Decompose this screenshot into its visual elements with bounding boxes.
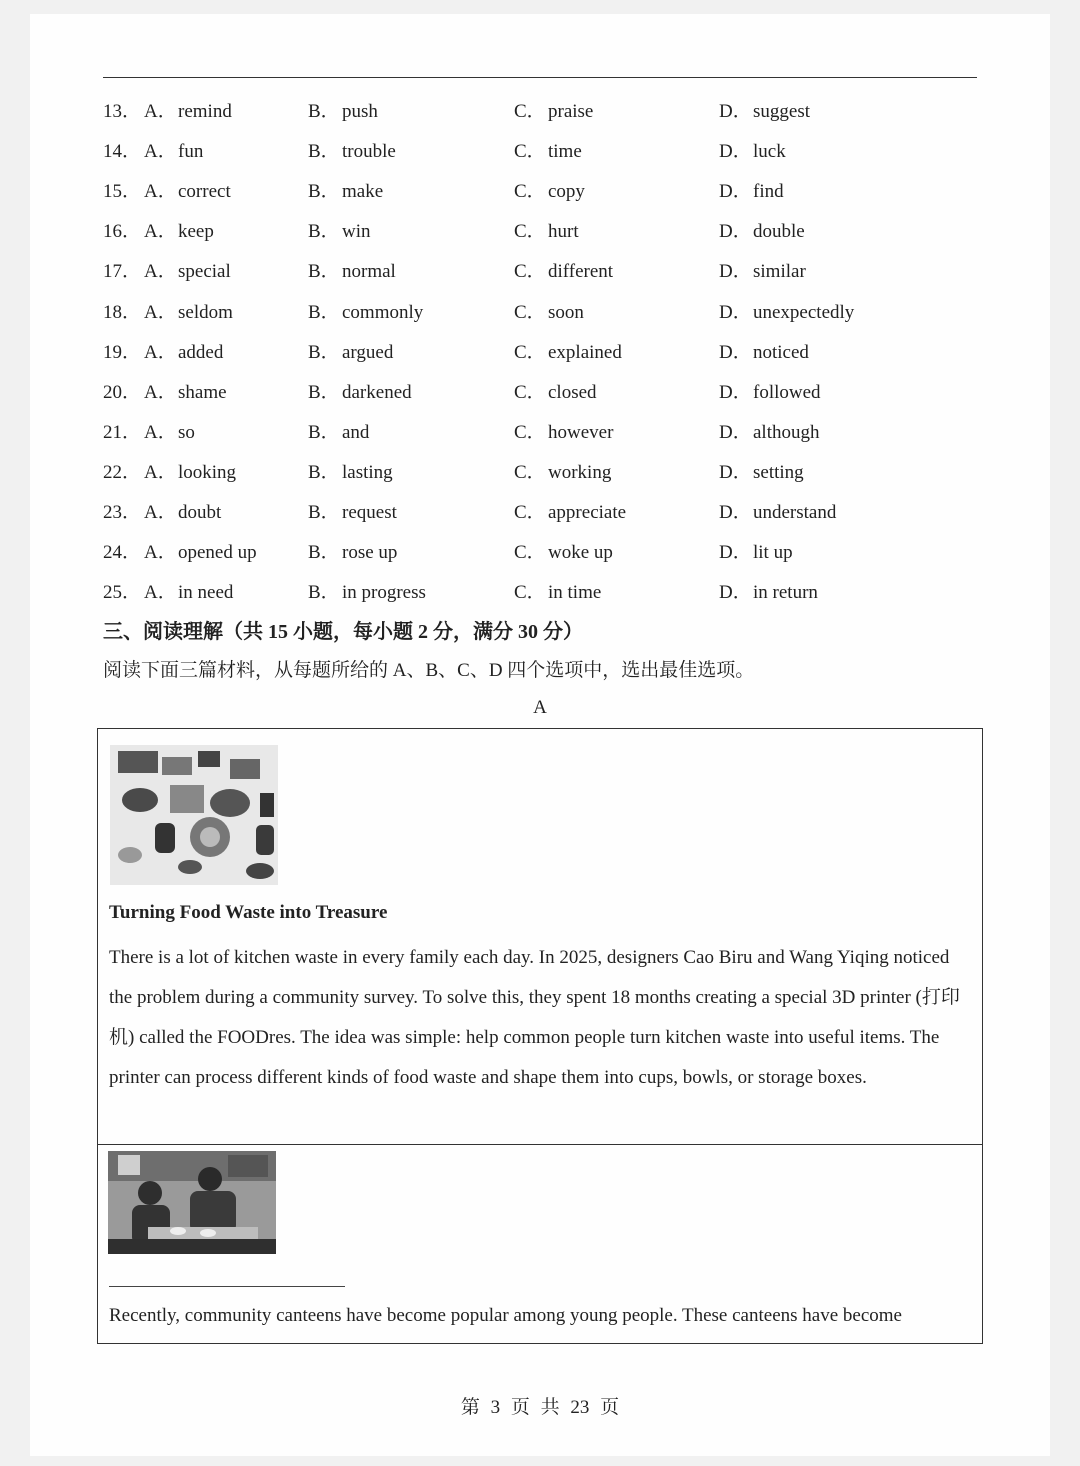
option-b bbox=[308, 417, 369, 444]
option-letter: A． bbox=[144, 381, 177, 403]
question-number: 23． bbox=[103, 502, 142, 523]
option-b bbox=[308, 577, 426, 604]
question-number: 18． bbox=[103, 301, 142, 323]
question-row bbox=[103, 337, 983, 367]
option-letter: A． bbox=[144, 181, 177, 203]
option-b bbox=[308, 297, 423, 324]
option-letter: C． bbox=[514, 381, 546, 403]
option-c bbox=[514, 337, 622, 364]
option-letter: B． bbox=[308, 141, 340, 163]
option-c bbox=[514, 256, 613, 283]
option-c bbox=[514, 497, 626, 524]
title-blank-line bbox=[109, 1286, 345, 1287]
option-c bbox=[514, 417, 613, 444]
option-letter: A． bbox=[144, 341, 177, 363]
option-letter: C． bbox=[514, 141, 546, 163]
question-number: 16． bbox=[103, 221, 142, 243]
option-text: find bbox=[753, 181, 784, 203]
option-letter: A． bbox=[144, 221, 177, 243]
option-d bbox=[719, 96, 810, 123]
option-text: correct bbox=[178, 181, 231, 203]
option-text: luck bbox=[753, 141, 786, 163]
option-letter: D． bbox=[719, 582, 752, 604]
option-a bbox=[144, 96, 232, 123]
option-text: keep bbox=[178, 221, 214, 243]
option-letter: D． bbox=[719, 221, 752, 243]
option-letter: C． bbox=[514, 341, 546, 363]
option-b bbox=[308, 497, 397, 524]
article-box-2 bbox=[97, 1143, 983, 1344]
question-number: 14． bbox=[103, 141, 142, 163]
option-d bbox=[719, 136, 786, 163]
option-text: praise bbox=[548, 101, 594, 122]
option-text: understand bbox=[753, 502, 837, 523]
option-text: closed bbox=[548, 381, 597, 403]
option-b bbox=[308, 377, 412, 404]
question-number: 21． bbox=[103, 421, 142, 443]
option-letter: A． bbox=[144, 301, 177, 323]
option-text: time bbox=[548, 141, 582, 163]
question-number: 25． bbox=[103, 582, 142, 604]
option-letter: B． bbox=[308, 381, 340, 403]
option-text: hurt bbox=[548, 221, 579, 243]
option-letter: D． bbox=[719, 502, 752, 523]
option-a bbox=[144, 497, 221, 524]
article-paragraph: Recently, community canteens have become popular among young people. These canteens have become bbox=[109, 1305, 902, 1326]
option-letter: D． bbox=[719, 542, 752, 564]
option-d bbox=[719, 256, 806, 283]
option-b bbox=[308, 457, 393, 484]
option-d bbox=[719, 577, 818, 604]
option-text: different bbox=[548, 261, 614, 283]
option-b bbox=[308, 96, 378, 123]
question-row bbox=[103, 96, 983, 126]
option-text: similar bbox=[753, 261, 806, 283]
food-waste-products-image bbox=[110, 745, 278, 885]
option-d bbox=[719, 377, 821, 404]
option-c bbox=[514, 136, 582, 163]
option-a bbox=[144, 176, 231, 203]
option-d bbox=[719, 176, 784, 203]
option-letter: A． bbox=[144, 261, 177, 283]
article-title: Turning Food Waste into Treasure bbox=[109, 902, 388, 923]
page-footer: 第 3 页 共 23 页 bbox=[460, 1397, 620, 1418]
option-text: soon bbox=[548, 301, 584, 323]
option-text: and bbox=[342, 421, 370, 443]
option-b bbox=[308, 136, 396, 163]
option-text: lit up bbox=[753, 542, 793, 564]
question-row bbox=[103, 497, 983, 527]
option-text: lasting bbox=[342, 461, 393, 483]
option-a bbox=[144, 417, 195, 444]
option-letter: C． bbox=[514, 502, 546, 523]
question-number: 20． bbox=[103, 381, 142, 403]
option-text: request bbox=[342, 502, 397, 523]
option-letter: B． bbox=[308, 341, 340, 363]
option-text: so bbox=[178, 421, 195, 443]
option-text: although bbox=[753, 421, 820, 443]
option-c bbox=[514, 537, 613, 564]
option-d bbox=[719, 537, 793, 564]
option-letter: A． bbox=[144, 421, 177, 443]
question-row bbox=[103, 256, 983, 286]
option-a bbox=[144, 337, 223, 364]
option-letter: D． bbox=[719, 381, 752, 403]
option-letter: B． bbox=[308, 181, 340, 203]
question-number: 24． bbox=[103, 542, 142, 564]
option-letter: D． bbox=[719, 341, 752, 363]
option-b bbox=[308, 537, 397, 564]
section-instruction: 阅读下面三篇材料，从每题所给的 A、B、C、D 四个选项中，选出最佳选项。 bbox=[103, 660, 755, 681]
question-row bbox=[103, 417, 983, 447]
option-letter: C． bbox=[514, 542, 546, 564]
option-letter: C． bbox=[514, 221, 546, 243]
option-letter: C． bbox=[514, 582, 546, 604]
option-letter: D． bbox=[719, 301, 752, 323]
option-letter: B． bbox=[308, 502, 340, 523]
option-letter: D． bbox=[719, 141, 752, 163]
option-c bbox=[514, 457, 611, 484]
option-d bbox=[719, 497, 836, 524]
option-text: however bbox=[548, 421, 614, 443]
question-row bbox=[103, 136, 983, 166]
option-text: fun bbox=[178, 141, 204, 163]
question-number: 22． bbox=[103, 461, 142, 483]
option-d bbox=[719, 417, 820, 444]
option-letter: B． bbox=[308, 461, 340, 483]
option-c bbox=[514, 297, 584, 324]
option-text: commonly bbox=[342, 301, 424, 323]
option-text: doubt bbox=[178, 502, 222, 523]
option-letter: A． bbox=[144, 542, 177, 564]
option-letter: C． bbox=[514, 301, 546, 323]
option-text: double bbox=[753, 221, 805, 243]
option-text: in return bbox=[753, 582, 818, 604]
option-letter: B． bbox=[308, 301, 340, 323]
question-row bbox=[103, 577, 983, 607]
header-rule bbox=[103, 77, 977, 78]
option-letter: A． bbox=[144, 141, 177, 163]
option-b bbox=[308, 256, 396, 283]
option-text: win bbox=[342, 221, 371, 243]
option-letter: D． bbox=[719, 101, 752, 122]
option-letter: C． bbox=[514, 261, 546, 283]
question-number: 13． bbox=[103, 101, 142, 122]
option-text: push bbox=[342, 101, 378, 122]
option-text: opened up bbox=[178, 542, 257, 564]
passage-label: A bbox=[533, 697, 547, 718]
option-text: setting bbox=[753, 461, 804, 483]
exam-page bbox=[30, 14, 1050, 1456]
option-a bbox=[144, 256, 231, 283]
option-text: make bbox=[342, 181, 384, 203]
option-text: followed bbox=[753, 381, 821, 403]
option-text: looking bbox=[178, 461, 237, 483]
option-d bbox=[719, 297, 854, 324]
option-letter: B． bbox=[308, 542, 340, 564]
option-d bbox=[719, 216, 805, 243]
option-b bbox=[308, 216, 371, 243]
option-text: added bbox=[178, 341, 224, 363]
option-c bbox=[514, 176, 585, 203]
question-row bbox=[103, 537, 983, 567]
option-c bbox=[514, 377, 597, 404]
option-text: special bbox=[178, 261, 231, 283]
option-letter: B． bbox=[308, 101, 340, 122]
option-letter: B． bbox=[308, 261, 340, 283]
option-text: seldom bbox=[178, 301, 233, 323]
option-a bbox=[144, 136, 203, 163]
option-text: explained bbox=[548, 341, 622, 363]
option-text: noticed bbox=[753, 341, 809, 363]
option-text: normal bbox=[342, 261, 396, 283]
option-a bbox=[144, 537, 257, 564]
option-c bbox=[514, 216, 579, 243]
option-c bbox=[514, 96, 593, 123]
community-canteen-image bbox=[108, 1151, 276, 1254]
option-letter: A． bbox=[144, 582, 177, 604]
question-number: 17． bbox=[103, 261, 142, 283]
question-row bbox=[103, 216, 983, 246]
option-text: unexpectedly bbox=[753, 301, 855, 323]
option-letter: A． bbox=[144, 101, 177, 122]
question-number: 19． bbox=[103, 341, 142, 363]
option-letter: D． bbox=[719, 181, 752, 203]
option-letter: D． bbox=[719, 421, 752, 443]
option-letter: B． bbox=[308, 421, 340, 443]
option-b bbox=[308, 337, 393, 364]
option-letter: B． bbox=[308, 221, 340, 243]
option-letter: D． bbox=[719, 261, 752, 283]
section-title: 三、阅读理解（共 15 小题，每小题 2 分，满分 30 分） bbox=[103, 621, 583, 643]
question-row bbox=[103, 176, 983, 206]
option-a bbox=[144, 377, 227, 404]
option-text: suggest bbox=[753, 101, 810, 122]
option-text: rose up bbox=[342, 542, 398, 564]
option-text: copy bbox=[548, 181, 585, 203]
option-text: argued bbox=[342, 341, 394, 363]
option-letter: D． bbox=[719, 461, 752, 483]
option-a bbox=[144, 297, 233, 324]
option-text: in progress bbox=[342, 582, 426, 604]
question-row bbox=[103, 297, 983, 327]
option-text: darkened bbox=[342, 381, 412, 403]
question-row bbox=[103, 457, 983, 487]
option-letter: C． bbox=[514, 101, 546, 122]
option-text: working bbox=[548, 461, 612, 483]
option-b bbox=[308, 176, 383, 203]
option-c bbox=[514, 577, 601, 604]
option-text: in time bbox=[548, 582, 602, 604]
option-letter: C． bbox=[514, 461, 546, 483]
question-number: 15． bbox=[103, 181, 142, 203]
option-text: woke up bbox=[548, 542, 613, 564]
article-paragraph: There is a lot of kitchen waste in every family each day. In 2025, designers Cao Biru and Wang Yiqing noticed the problem during a community survey. To solve this, they spent 18 months creating a special 3D printer (打印机) called the FOODres. The idea was simple: help common people turn kitchen waste into useful items. The printer can process different kinds of food waste and shape them into cups, bowls, or storage boxes. bbox=[109, 947, 960, 1088]
question-row bbox=[103, 377, 983, 407]
option-letter: C． bbox=[514, 181, 546, 203]
option-a bbox=[144, 216, 214, 243]
option-text: trouble bbox=[342, 141, 396, 163]
option-text: shame bbox=[178, 381, 227, 403]
option-text: remind bbox=[178, 101, 232, 122]
article-box-1 bbox=[97, 728, 983, 1145]
option-d bbox=[719, 337, 809, 364]
option-text: in need bbox=[178, 582, 234, 604]
option-letter: C． bbox=[514, 421, 546, 443]
option-text: appreciate bbox=[548, 502, 627, 523]
option-a bbox=[144, 577, 233, 604]
option-letter: B． bbox=[308, 582, 340, 604]
option-a bbox=[144, 457, 236, 484]
option-d bbox=[719, 457, 804, 484]
option-letter: A． bbox=[144, 502, 177, 523]
option-letter: A． bbox=[144, 461, 177, 483]
